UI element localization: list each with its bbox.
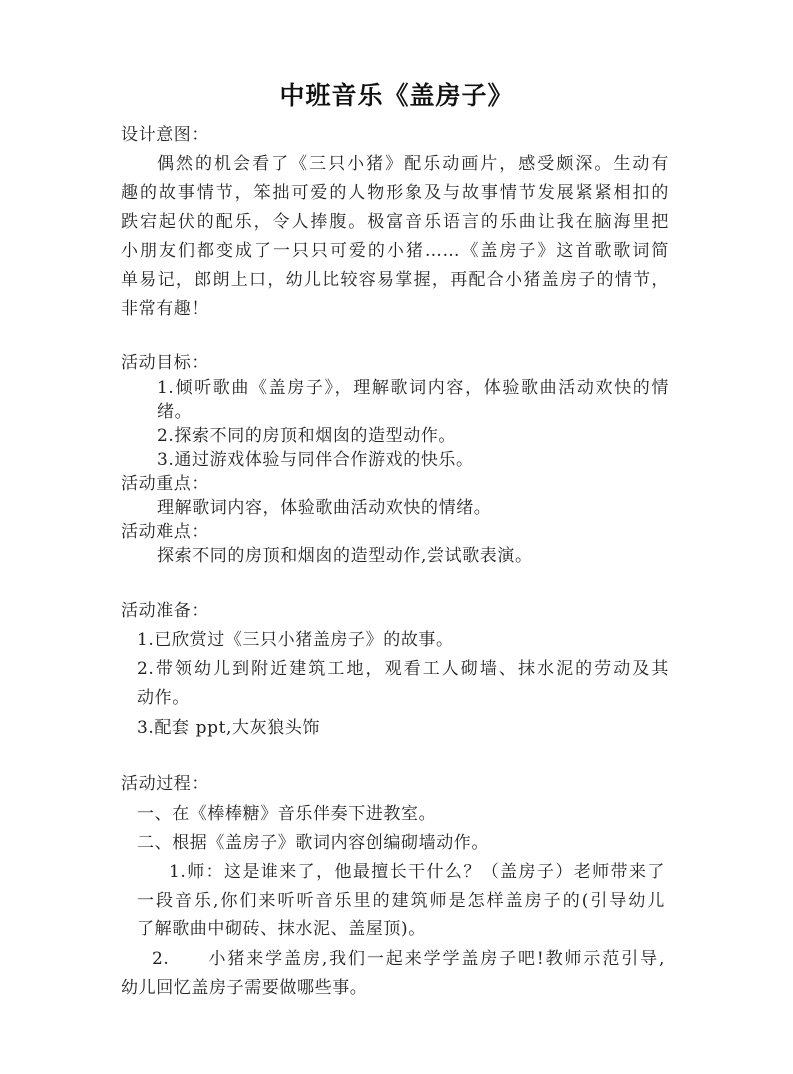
objective-item: 3.通过游戏体验与同伴合作游戏的快乐。 <box>157 450 474 470</box>
preparation-item: 动作。 <box>137 688 190 708</box>
process-line: 二、根据《盖房子》歌词内容创编砌墙动作。 <box>137 833 489 853</box>
objectives-heading: 活动目标： <box>121 353 209 373</box>
preparation-item: 2.带领幼儿到附近建筑工地，观看工人砌墙、抹水泥的劳动及其 <box>137 659 669 679</box>
preparation-item: 3.配套 ppt,大灰狼头饰 <box>137 718 321 738</box>
design-intent-line: 小朋友们都变成了一只只可爱的小猪……《盖房子》这首歌歌词简 <box>121 241 669 261</box>
process-line: 了解歌曲中砌砖、抹水泥、盖屋顶)。 <box>137 919 426 939</box>
process-line: 一段音乐,你们来听听音乐里的建筑师是怎样盖房子的(引导幼儿 <box>137 891 665 911</box>
objective-item: 1.倾听歌曲《盖房子》，理解歌词内容，体验歌曲活动欢快的情 <box>157 378 669 398</box>
process-line: 一、在《棒棒糖》音乐伴奏下进教室。 <box>137 804 437 824</box>
objective-item: 绪。 <box>157 402 193 422</box>
process-line: 2. 小猪来学盖房,我们一起来学学盖房子吧!教师示范引导, <box>152 949 665 969</box>
key-points-heading: 活动重点： <box>121 474 209 494</box>
preparation-item: 1.已欣赏过《三只小猪盖房子》的故事。 <box>137 630 454 650</box>
design-intent-line: 偶然的机会看了《三只小猪》配乐动画片，感受颇深。生动有 <box>157 154 669 174</box>
design-intent-line: 趣的故事情节，笨拙可爱的人物形象及与故事情节发展紧紧相扣的 <box>121 183 669 203</box>
preparation-heading: 活动准备： <box>121 601 209 621</box>
design-intent-line: 跌宕起伏的配乐，令人捧腹。极富音乐语言的乐曲让我在脑海里把 <box>121 212 669 232</box>
design-intent-heading: 设计意图： <box>121 125 209 145</box>
design-intent-line: 单易记，郎朗上口，幼儿比较容易掌握，再配合小猪盖房子的情节， <box>121 270 669 290</box>
key-points-text: 理解歌词内容，体验歌曲活动欢快的情绪。 <box>157 498 492 518</box>
difficulties-heading: 活动难点： <box>121 522 209 542</box>
process-heading: 活动过程： <box>121 774 209 794</box>
document-title: 中班音乐《盖房子》 <box>279 81 514 110</box>
process-line: 幼儿回忆盖房子需要做哪些事。 <box>121 978 368 998</box>
difficulties-text: 探索不同的房顶和烟囱的造型动作,尝试歌表演。 <box>157 546 533 566</box>
process-line: 1.师：这是谁来了，他最擅长干什么？（盖房子）老师带来了 <box>169 862 665 882</box>
objective-item: 2.探索不同的房顶和烟囱的造型动作。 <box>157 426 457 446</box>
design-intent-line: 非常有趣！ <box>121 299 209 319</box>
